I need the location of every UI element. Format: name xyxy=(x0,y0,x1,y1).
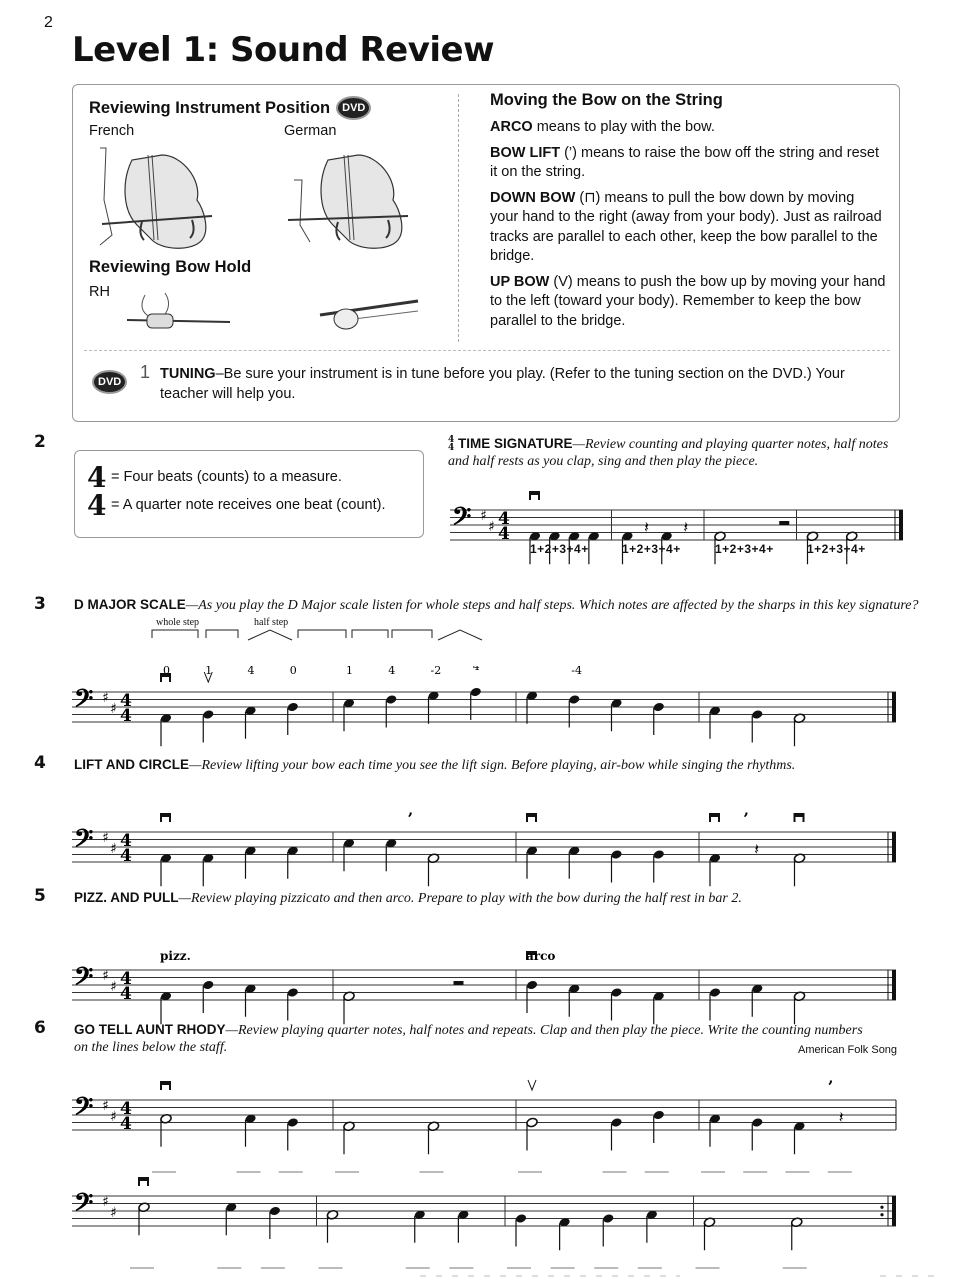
repeat-barline xyxy=(892,1196,896,1226)
half-rest-icon xyxy=(454,981,464,985)
exercise-title: TIME SIGNATURE xyxy=(458,436,573,451)
count-measure-3: 1+2+3+4+ xyxy=(715,542,774,556)
time-signature-bottom: 4 xyxy=(120,984,132,1004)
technique-text: pizz. xyxy=(160,949,191,963)
quarter-note xyxy=(653,849,665,860)
up-bow-icon xyxy=(528,1080,536,1090)
term-up-bow: UP BOW xyxy=(490,273,550,290)
whole-step-bracket xyxy=(152,630,198,638)
time-signature-box xyxy=(74,450,424,538)
time-signature-bottom: 4 xyxy=(120,846,132,866)
quarter-note xyxy=(610,987,622,998)
whole-step-label: whole step xyxy=(156,617,200,628)
staff-go-tell-aunt-rhody-1 xyxy=(72,1074,898,1179)
moving-bow-heading: Moving the Bow on the String xyxy=(490,91,723,109)
whole-step-bracket xyxy=(206,630,238,638)
exercise-title-time-signature xyxy=(448,436,908,470)
counting-row xyxy=(530,542,899,556)
moving-bow-section xyxy=(490,91,886,337)
instrument-position-heading-row xyxy=(89,96,371,120)
final-barline xyxy=(899,510,903,540)
french-bow-hold-illustration xyxy=(125,290,235,335)
bow-lift-text: (’) means to raise the bow off the string and reset it on the string. xyxy=(490,144,879,180)
exercise-title-lift-and-circle xyxy=(74,757,934,774)
term-arco: ARCO xyxy=(490,119,533,135)
bass-clef-icon: 𝄢 xyxy=(452,502,472,538)
quarter-note xyxy=(515,1213,527,1224)
box-divider xyxy=(458,94,459,342)
sharp-icon: ♯ xyxy=(110,1109,117,1125)
quarter-note xyxy=(526,980,538,991)
time-signature-top: 4 xyxy=(120,691,132,711)
exercise-number: 2 xyxy=(34,432,46,452)
half-rest-icon xyxy=(779,521,789,525)
exercise-instruction: —Review playing pizzicato and then arco. Prepare to play with the bow during the half rest in bar 2. xyxy=(178,891,742,906)
sharp-icon: ♯ xyxy=(102,829,109,846)
arco-text: means to play with the bow. xyxy=(532,119,715,135)
staff-svg xyxy=(72,1170,898,1270)
exercise-instruction: —Review counting and playing quarter notes, half notes and half rests as you clap, sing and then play the piece. xyxy=(448,437,889,469)
fingering-number: 1 xyxy=(205,666,213,677)
exercise-number: 1 xyxy=(140,362,151,382)
quarter-note xyxy=(269,1206,281,1217)
quarter-note xyxy=(751,1117,763,1128)
bow-lift-definition xyxy=(490,144,886,183)
down-bow-icon xyxy=(139,1178,148,1181)
staff-svg xyxy=(72,666,898,766)
sharp-icon: ♯ xyxy=(102,1193,109,1210)
exercise-number: 4 xyxy=(34,753,46,773)
exercise-title-pizz-and-pull xyxy=(74,890,934,907)
quarter-note xyxy=(610,849,622,860)
half-note xyxy=(526,1117,538,1128)
term-down-bow: DOWN BOW xyxy=(490,189,576,206)
staff-svg xyxy=(72,1074,898,1174)
half-step-bracket xyxy=(248,630,292,640)
bow-hold-heading: Reviewing Bow Hold xyxy=(89,258,252,276)
fingering-number: 4 xyxy=(472,666,480,673)
quarter-rest-icon: 𝄽 xyxy=(838,1107,844,1127)
box-divider xyxy=(84,350,890,351)
staff-d-major-scale xyxy=(72,666,898,771)
page-title: Level 1: Sound Review xyxy=(72,30,494,70)
instrument-position-heading: Reviewing Instrument Position xyxy=(89,98,331,117)
whole-step-bracket xyxy=(392,630,432,638)
down-bow-icon xyxy=(161,1082,170,1085)
exercise-title: LIFT AND CIRCLE xyxy=(74,757,189,772)
quarter-note xyxy=(568,694,580,705)
down-bow-icon xyxy=(530,492,539,495)
time-signature-top: 4 xyxy=(120,831,132,851)
quarter-note xyxy=(202,980,214,991)
dvd-icon[interactable]: DVD xyxy=(92,370,127,394)
quarter-note xyxy=(470,687,482,698)
quarter-note xyxy=(751,709,763,720)
tuning-text: –Be sure your instrument is in tune before you play. (Refer to the tuning section on the DVD.) Your teacher will help you. xyxy=(160,366,845,402)
time-sig-top-text: = Four beats (counts) to a measure. xyxy=(111,469,342,485)
fingering-number: 4 xyxy=(247,666,255,677)
time-signature-bottom: 4 xyxy=(120,706,132,726)
page-number: 2 xyxy=(44,14,53,31)
count-measure-2: 1+2+3+4+ xyxy=(622,542,681,556)
sharp-icon: ♯ xyxy=(102,967,109,984)
repeat-dot xyxy=(880,1213,883,1216)
bass-clef-icon: 𝄢 xyxy=(74,684,94,720)
sharp-icon: ♯ xyxy=(480,507,487,524)
german-bass-position-illustration xyxy=(288,140,428,252)
up-bow-definition xyxy=(490,273,886,332)
fingering-number: 1 xyxy=(346,666,353,677)
time-sig-top-digit: 4 xyxy=(87,460,107,494)
time-signature-top: 4 xyxy=(120,1099,132,1119)
rh-label: RH xyxy=(89,284,110,300)
bow-lift-icon: ’ xyxy=(407,809,414,828)
quarter-note xyxy=(653,1110,665,1121)
staff-svg xyxy=(450,484,905,584)
quarter-note xyxy=(709,987,721,998)
fingering-number: 4 xyxy=(388,666,396,677)
quarter-note xyxy=(287,987,299,998)
sharp-icon: ♯ xyxy=(110,1205,117,1221)
tuning-term: TUNING xyxy=(160,366,216,382)
sharp-icon: ♯ xyxy=(110,701,117,717)
quarter-rest-icon: 𝄽 xyxy=(754,839,760,859)
half-step-bracket xyxy=(438,630,482,640)
staff-go-tell-aunt-rhody-2 xyxy=(72,1170,898,1275)
song-attribution: American Folk Song xyxy=(798,1044,898,1056)
final-barline xyxy=(892,832,896,862)
exercise-number: 5 xyxy=(34,886,46,906)
dvd-icon[interactable]: DVD xyxy=(336,96,371,120)
exercise-title-d-major-scale xyxy=(74,597,934,614)
page-footer-fragment xyxy=(420,1270,940,1280)
german-bow-hold-illustration xyxy=(318,293,423,333)
bass-clef-icon: 𝄢 xyxy=(74,824,94,860)
half-step-label: half step xyxy=(254,617,289,628)
fingering-number: 0 xyxy=(289,666,297,677)
exercise-title: D MAJOR SCALE xyxy=(74,597,186,612)
quarter-note xyxy=(287,702,299,713)
quarter-note xyxy=(602,1213,614,1224)
bass-clef-icon: 𝄢 xyxy=(74,1188,94,1224)
final-barline xyxy=(892,970,896,1000)
whole-step-bracket xyxy=(298,630,346,638)
quarter-note xyxy=(385,694,397,705)
quarter-note xyxy=(287,1117,299,1128)
exercise-instruction: —Review lifting your bow each time you see the lift sign. Before playing, air-bow while singing the rhythms. xyxy=(189,758,796,773)
time-sig-bottom-line xyxy=(87,488,423,522)
quarter-note xyxy=(610,1117,622,1128)
quarter-note xyxy=(202,709,214,720)
exercise-title-go-tell-aunt-rhody xyxy=(74,1022,874,1056)
exercise-title: PIZZ. AND PULL xyxy=(74,890,179,905)
sharp-icon: ♯ xyxy=(488,519,495,535)
step-brackets xyxy=(150,626,490,648)
sharp-icon: ♯ xyxy=(110,979,117,995)
exercise-instruction: —As you play the D Major scale listen for whole steps and half steps. Which notes are affected by the sharps in this key signature? xyxy=(185,598,919,613)
french-bass-position-illustration xyxy=(92,140,232,252)
arco-definition xyxy=(490,118,886,138)
down-bow-text: (⊓) means to pull the bow down by moving your hand to the right (away from your body). Just as railroad tracks are parallel to each other, keep the bow parallel to the bridge. xyxy=(490,189,882,264)
up-bow-text: (V) means to push the bow up by moving your hand to the left (toward your body). Remember to keep the bow parallel to the bridge. xyxy=(490,273,886,329)
down-bow-icon xyxy=(527,814,536,817)
count-measure-1: 1+2+3+4+ xyxy=(530,542,589,556)
bow-lift-icon: ’ xyxy=(743,809,749,828)
bass-clef-icon: 𝄢 xyxy=(74,962,94,998)
exercise-number: 6 xyxy=(34,1018,46,1038)
tuning-instruction xyxy=(160,364,880,404)
repeat-dot xyxy=(880,1206,883,1209)
sharp-icon: ♯ xyxy=(102,1097,109,1114)
fingering-number: -2 xyxy=(430,666,442,677)
exercise-title: GO TELL AUNT RHODY xyxy=(74,1022,226,1037)
quarter-note xyxy=(653,702,665,713)
sharp-icon: ♯ xyxy=(102,689,109,706)
exercise-instruction: —Review playing quarter notes, half notes and repeats. Clap and then play the piece. Write the counting numbers on the lines below the staff. xyxy=(74,1023,863,1055)
down-bow-icon xyxy=(161,814,170,817)
time-signature-top: 4 xyxy=(120,969,132,989)
term-bow-lift: BOW LIFT xyxy=(490,144,561,161)
staff-time-signature xyxy=(450,484,905,589)
final-barline xyxy=(892,692,896,722)
quarter-rest-icon: 𝄽 xyxy=(683,517,689,537)
fingering-number: 0 xyxy=(163,666,170,677)
down-bow-icon xyxy=(710,814,719,817)
french-label: French xyxy=(89,123,135,139)
time-sig-bottom-digit: 4 xyxy=(87,488,107,522)
german-label: German xyxy=(284,123,337,139)
exercise-number: 3 xyxy=(34,594,46,614)
time-sig-bottom-text: = A quarter note receives one beat (count). xyxy=(111,497,386,513)
technique-text: arco xyxy=(526,949,556,963)
down-bow-definition xyxy=(490,189,886,267)
down-bow-icon xyxy=(795,814,804,817)
bass-clef-icon: 𝄢 xyxy=(74,1092,94,1128)
sharp-icon: ♯ xyxy=(110,841,117,857)
bow-lift-icon: ’ xyxy=(827,1077,834,1096)
fingering-number: -4 xyxy=(571,666,582,677)
time-signature-top: 4 xyxy=(498,509,510,529)
count-measure-4: 1+2+3+4+ xyxy=(807,542,866,556)
time-signature-bottom: 4 xyxy=(498,524,510,544)
time-sig-top-line xyxy=(87,460,423,494)
time-signature-icon: 4 4 xyxy=(448,435,455,454)
time-signature-bottom: 4 xyxy=(120,1114,132,1134)
quarter-rest-icon: 𝄽 xyxy=(644,517,650,537)
whole-step-bracket xyxy=(352,630,388,638)
